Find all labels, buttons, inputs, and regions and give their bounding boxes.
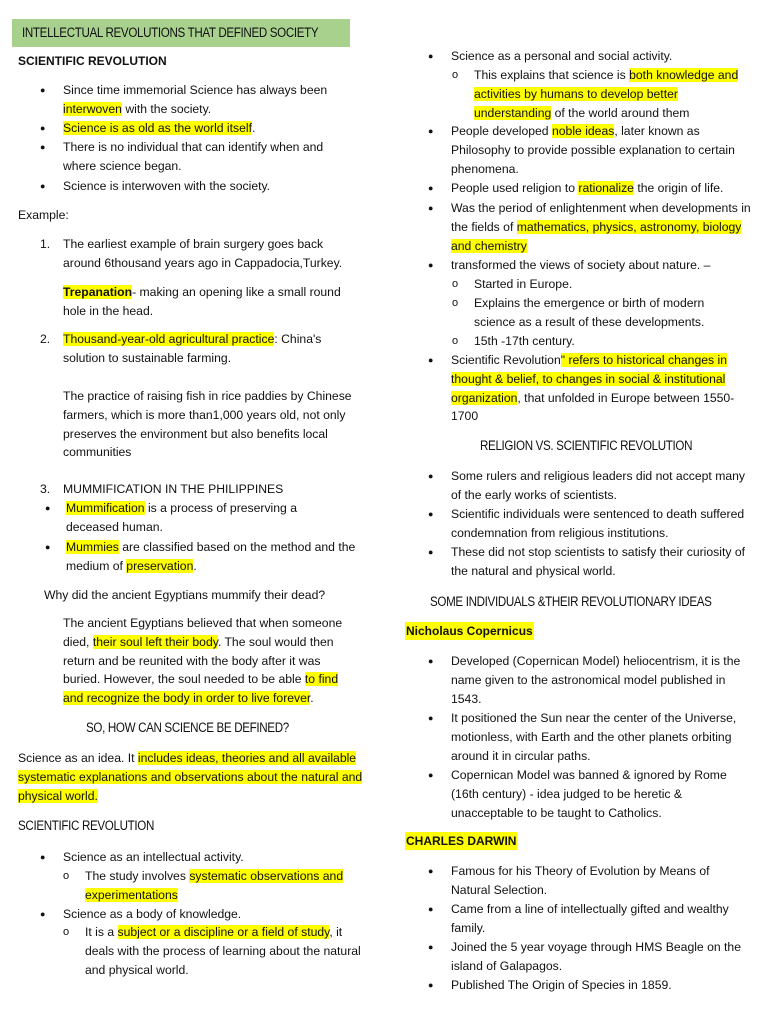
bullet-icon: ● bbox=[40, 142, 46, 152]
bullet-text: transformed the views of society about nature. – bbox=[451, 258, 711, 272]
section-heading: SCIENTIFIC REVOLUTION bbox=[18, 818, 154, 833]
bullet-icon: ● bbox=[428, 260, 434, 270]
person-name: CHARLES DARWIN bbox=[406, 834, 517, 848]
bullet-icon: ● bbox=[40, 123, 46, 133]
bullet-text: Science is interwoven with the society. bbox=[63, 179, 271, 193]
bullet-icon: ● bbox=[428, 656, 434, 666]
bullet-text: These did not stop scientists to satisfy their curiosity of the natural and physical world. bbox=[451, 545, 745, 578]
page-title: INTELLECTUAL REVOLUTIONS THAT DEFINED SOCIETY bbox=[22, 25, 319, 40]
circle-bullet-icon: o bbox=[452, 278, 459, 290]
bullet-icon: ● bbox=[428, 713, 434, 723]
example-text: Thousand-year-old agricultural practice: China's solution to sustainable farming. bbox=[63, 332, 322, 365]
bullet-text: People used religion to rationalize the origin of life. bbox=[451, 181, 724, 195]
bullet-icon: ● bbox=[428, 203, 434, 213]
bullet-text: Came from a line of intellectually gifted and wealthy family. bbox=[451, 902, 729, 935]
bullet-text: Developed (Copernican Model) heliocentrism, it is the name given to the astronomical model published in 1543. bbox=[451, 654, 741, 706]
bullet-text: Joined the 5 year voyage through HMS Beagle on the island of Galapagos. bbox=[451, 940, 741, 973]
bullet-icon: ● bbox=[40, 852, 46, 862]
sub-bullet-text: This explains that science is both knowledge and activities by humans to develop better understanding of the world around them bbox=[474, 68, 739, 120]
bullet-text: Famous for his Theory of Evolution by Means of Natural Selection. bbox=[451, 864, 710, 897]
bullet-text: It positioned the Sun near the center of the Universe, motionless, with Earth and the other planets orbiting around it in circular paths. bbox=[451, 711, 737, 763]
bullet-text: Scientific Revolution" refers to historical changes in thought & belief, to changes in social & institutional organization, that unfolded in Europe between 1550-1700 bbox=[451, 353, 735, 424]
bullet-icon: ● bbox=[428, 770, 434, 780]
bullet-icon: ● bbox=[45, 542, 51, 552]
section-heading: SO, HOW CAN SCIENCE BE DEFINED? bbox=[86, 720, 289, 735]
bullet-text: Mummification is a process of preserving a deceased human. bbox=[66, 501, 297, 534]
definition-paragraph: Science as an idea. It includes ideas, theories and all available systematic explanations and observations about the natural and physical world. bbox=[18, 751, 363, 803]
bullet-text: Science is as old as the world itself. bbox=[63, 121, 256, 135]
bullet-text: Science as a personal and social activity. bbox=[451, 49, 673, 63]
sub-bullet-text: The study involves systematic observations and experimentations bbox=[85, 869, 344, 902]
circle-bullet-icon: o bbox=[63, 926, 70, 938]
circle-bullet-icon: o bbox=[452, 69, 459, 81]
bullet-icon: ● bbox=[428, 866, 434, 876]
circle-bullet-icon: o bbox=[63, 870, 70, 882]
bullet-text: Copernican Model was banned & ignored by Rome (16th century) - idea judged to be heretic & unacceptable to be taught to Catholics. bbox=[451, 768, 727, 820]
section-heading: SOME INDIVIDUALS &THEIR REVOLUTIONARY IDEAS bbox=[430, 594, 712, 609]
example-text: Trepanation- making an opening like a small round hole in the head. bbox=[63, 285, 341, 318]
bullet-text: Scientific individuals were sentenced to death suffered condemnation from religious institutions. bbox=[451, 507, 745, 540]
egypt-paragraph: The ancient Egyptians believed that when someone died, their soul left their body. The soul would then return and be reunited with the body after it was buried. However, the soul needed to be able to find and recognize the body in order to live forever. bbox=[63, 616, 343, 706]
bullet-text: People developed noble ideas, later known as Philosophy to provide possible explanation to certain phenomena. bbox=[451, 124, 735, 176]
bullet-icon: ● bbox=[428, 547, 434, 557]
bullet-text: Science as an intellectual activity. bbox=[63, 850, 244, 864]
bullet-icon: ● bbox=[428, 509, 434, 519]
bullet-icon: ● bbox=[428, 904, 434, 914]
example-paragraph: The practice of raising fish in rice paddies by Chinese farmers, which is more than1,000 years old, not only preserves the environment but also benefits local communities bbox=[63, 389, 352, 460]
bullet-text: Some rulers and religious leaders did not accept many of the early works of scientists. bbox=[451, 469, 746, 502]
bullet-icon: ● bbox=[40, 85, 46, 95]
bullet-text: Mummies are classified based on the method and the medium of preservation. bbox=[66, 540, 356, 573]
bullet-text: There is no individual that can identify when and where science began. bbox=[63, 140, 324, 173]
sub-bullet-text: It is a subject or a discipline or a field of study, it deals with the process of learning about the natural and physical world. bbox=[85, 925, 361, 977]
list-number: 1. bbox=[40, 237, 51, 251]
example-text: MUMMIFICATION IN THE PHILIPPINES bbox=[63, 482, 284, 496]
sub-bullet-text: 15th -17th century. bbox=[474, 334, 575, 348]
sub-bullet-text: Explains the emergence or birth of modern science as a result of these developments. bbox=[474, 296, 705, 329]
section-heading: RELIGION VS. SCIENTIFIC REVOLUTION bbox=[480, 438, 693, 453]
bullet-icon: ● bbox=[40, 909, 46, 919]
bullet-text: Since time immemorial Science has always been interwoven with the society. bbox=[63, 83, 328, 116]
list-number: 3. bbox=[40, 482, 51, 496]
sub-bullet-text: Started in Europe. bbox=[474, 277, 573, 291]
bullet-icon: ● bbox=[428, 51, 434, 61]
question-text: Why did the ancient Egyptians mummify their dead? bbox=[44, 588, 326, 602]
bullet-icon: ● bbox=[428, 126, 434, 136]
circle-bullet-icon: o bbox=[452, 335, 459, 347]
bullet-icon: ● bbox=[40, 181, 46, 191]
bullet-icon: ● bbox=[428, 183, 434, 193]
bullet-icon: ● bbox=[428, 355, 434, 365]
example-text: The earliest example of brain surgery goes back around 6thousand years ago in Cappadocia,Turkey. bbox=[63, 237, 343, 270]
list-number: 2. bbox=[40, 332, 51, 346]
section-heading: SCIENTIFIC REVOLUTION bbox=[18, 54, 167, 68]
bullet-icon: ● bbox=[428, 471, 434, 481]
bullet-icon: ● bbox=[45, 503, 51, 513]
bullet-icon: ● bbox=[428, 980, 434, 990]
bullet-text: Science as a body of knowledge. bbox=[63, 907, 242, 921]
example-label: Example: bbox=[18, 208, 69, 222]
circle-bullet-icon: o bbox=[452, 297, 459, 309]
person-name: Nicholaus Copernicus bbox=[406, 624, 533, 638]
bullet-text: Published The Origin of Species in 1859. bbox=[451, 978, 672, 992]
bullet-icon: ● bbox=[428, 942, 434, 952]
bullet-text: Was the period of enlightenment when developments in the fields of mathematics, physics, astronomy, biology and chemistry bbox=[451, 201, 751, 253]
title-banner bbox=[12, 19, 350, 47]
